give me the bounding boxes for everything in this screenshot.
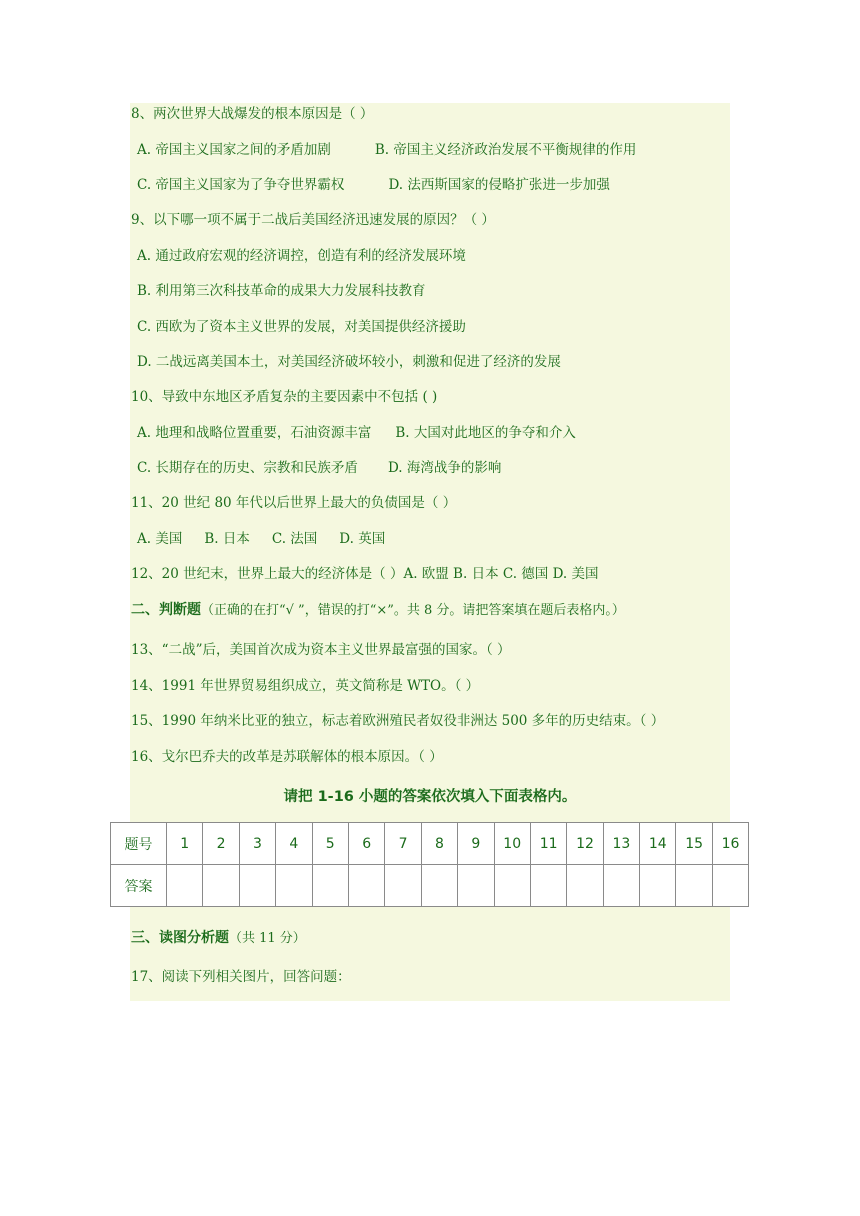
option-c: C. 长期存在的历史、宗教和民族矛盾 <box>137 460 358 476</box>
number-cell: 6 <box>348 823 384 865</box>
answer-cell[interactable] <box>276 865 312 907</box>
question-16: 16、戈尔巴乔夫的改革是苏联解体的根本原因。（ ） <box>131 749 443 765</box>
section-2-heading <box>131 600 625 621</box>
section-2-title: 二、判断题 <box>131 602 201 618</box>
answer-cell[interactable] <box>239 865 275 907</box>
number-cell: 5 <box>312 823 348 865</box>
number-cell: 10 <box>494 823 530 865</box>
number-cell: 13 <box>603 823 639 865</box>
question-15: 15、1990 年纳米比亚的独立，标志着欧洲殖民者奴役非洲达 500 多年的历史结束。（ ） <box>131 713 665 729</box>
question-8-options-cd <box>137 175 610 195</box>
question-9-option-c: C. 西欧为了资本主义世界的发展，对美国提供经济援助 <box>137 319 466 335</box>
number-cell: 12 <box>567 823 603 865</box>
answer-table-title: 请把 1-16 小题的答案依次填入下面表格内。 <box>283 789 577 805</box>
answer-cell[interactable] <box>603 865 639 907</box>
question-10-options-ab <box>137 423 576 443</box>
answer-cell[interactable] <box>421 865 457 907</box>
option-b: B. 日本 <box>204 531 250 547</box>
answer-header: 答案 <box>111 865 167 907</box>
option-b: B. 帝国主义经济政治发展不平衡规律的作用 <box>374 142 637 158</box>
question-9-option-b: B. 利用第三次科技革命的成果大力发展科技教育 <box>137 283 426 299</box>
number-cell: 1 <box>167 823 203 865</box>
question-10-options-cd <box>137 458 501 478</box>
number-cell: 7 <box>385 823 421 865</box>
question-12-stem: 12、20 世纪末，世界上最大的经济体是（ ）A. 欧盟 B. 日本 C. 德国 D. 美国 <box>131 566 599 582</box>
answer-cell[interactable] <box>312 865 348 907</box>
option-b: B. 大国对此地区的争夺和介入 <box>395 425 576 441</box>
number-cell: 11 <box>530 823 566 865</box>
answer-cell[interactable] <box>567 865 603 907</box>
answer-cell[interactable] <box>530 865 566 907</box>
number-header: 题号 <box>111 823 167 865</box>
answer-cell[interactable] <box>167 865 203 907</box>
question-9-option-d: D. 二战远离美国本土，对美国经济破坏较小，刺激和促进了经济的发展 <box>137 354 561 370</box>
section-3-title: 三、读图分析题 <box>131 930 229 946</box>
answer-cell[interactable] <box>676 865 712 907</box>
answer-cell[interactable] <box>385 865 421 907</box>
number-cell: 15 <box>676 823 712 865</box>
section-2-note: （正确的在打“√ ”，错误的打“×”。共 8 分。请把答案填在题后表格内。） <box>201 603 625 618</box>
number-cell: 9 <box>458 823 494 865</box>
section-3-note: （共 11 分） <box>229 931 306 946</box>
question-17: 17、阅读下列相关图片，回答问题： <box>131 969 351 985</box>
answer-cell[interactable] <box>494 865 530 907</box>
option-a: A. 帝国主义国家之间的矛盾加剧 <box>137 142 331 158</box>
question-11-stem: 11、20 世纪 80 年代以后世界上最大的负债国是（ ） <box>131 495 457 511</box>
number-cell: 16 <box>712 823 748 865</box>
option-a: A. 地理和战略位置重要，石油资源丰富 <box>137 425 372 441</box>
number-cell: 3 <box>239 823 275 865</box>
question-11-options <box>137 529 385 549</box>
option-a: A. 美国 <box>137 531 183 547</box>
section-3-heading <box>131 928 306 949</box>
number-cell: 8 <box>421 823 457 865</box>
question-8-options-ab <box>137 140 636 160</box>
option-c: C. 帝国主义国家为了争夺世界霸权 <box>137 177 345 193</box>
number-cell: 4 <box>276 823 312 865</box>
answer-cell[interactable] <box>348 865 384 907</box>
question-9-stem: 9、以下哪一项不属于二战后美国经济迅速发展的原因？（ ） <box>131 212 495 228</box>
option-d: D. 英国 <box>339 531 386 547</box>
question-14: 14、1991 年世界贸易组织成立，英文简称是 WTO。（ ） <box>131 678 480 694</box>
option-d: D. 法西斯国家的侵略扩张进一步加强 <box>388 177 610 193</box>
answer-table-number-row <box>111 823 749 865</box>
answer-cell[interactable] <box>458 865 494 907</box>
answer-cell[interactable] <box>640 865 676 907</box>
answer-cell[interactable] <box>712 865 748 907</box>
number-cell: 14 <box>640 823 676 865</box>
answer-table <box>110 822 749 907</box>
answer-table-answer-row <box>111 865 749 907</box>
question-8-stem: 8、两次世界大战爆发的根本原因是（ ） <box>131 106 374 122</box>
question-10-stem: 10、导致中东地区矛盾复杂的主要因素中不包括 ( ) <box>131 389 438 405</box>
question-13: 13、“二战”后，美国首次成为资本主义世界最富强的国家。（ ） <box>131 642 511 658</box>
number-cell: 2 <box>203 823 239 865</box>
option-d: D. 海湾战争的影响 <box>387 460 502 476</box>
question-9-option-a: A. 通过政府宏观的经济调控，创造有利的经济发展环境 <box>137 248 466 264</box>
option-c: C. 法国 <box>271 531 318 547</box>
answer-cell[interactable] <box>203 865 239 907</box>
